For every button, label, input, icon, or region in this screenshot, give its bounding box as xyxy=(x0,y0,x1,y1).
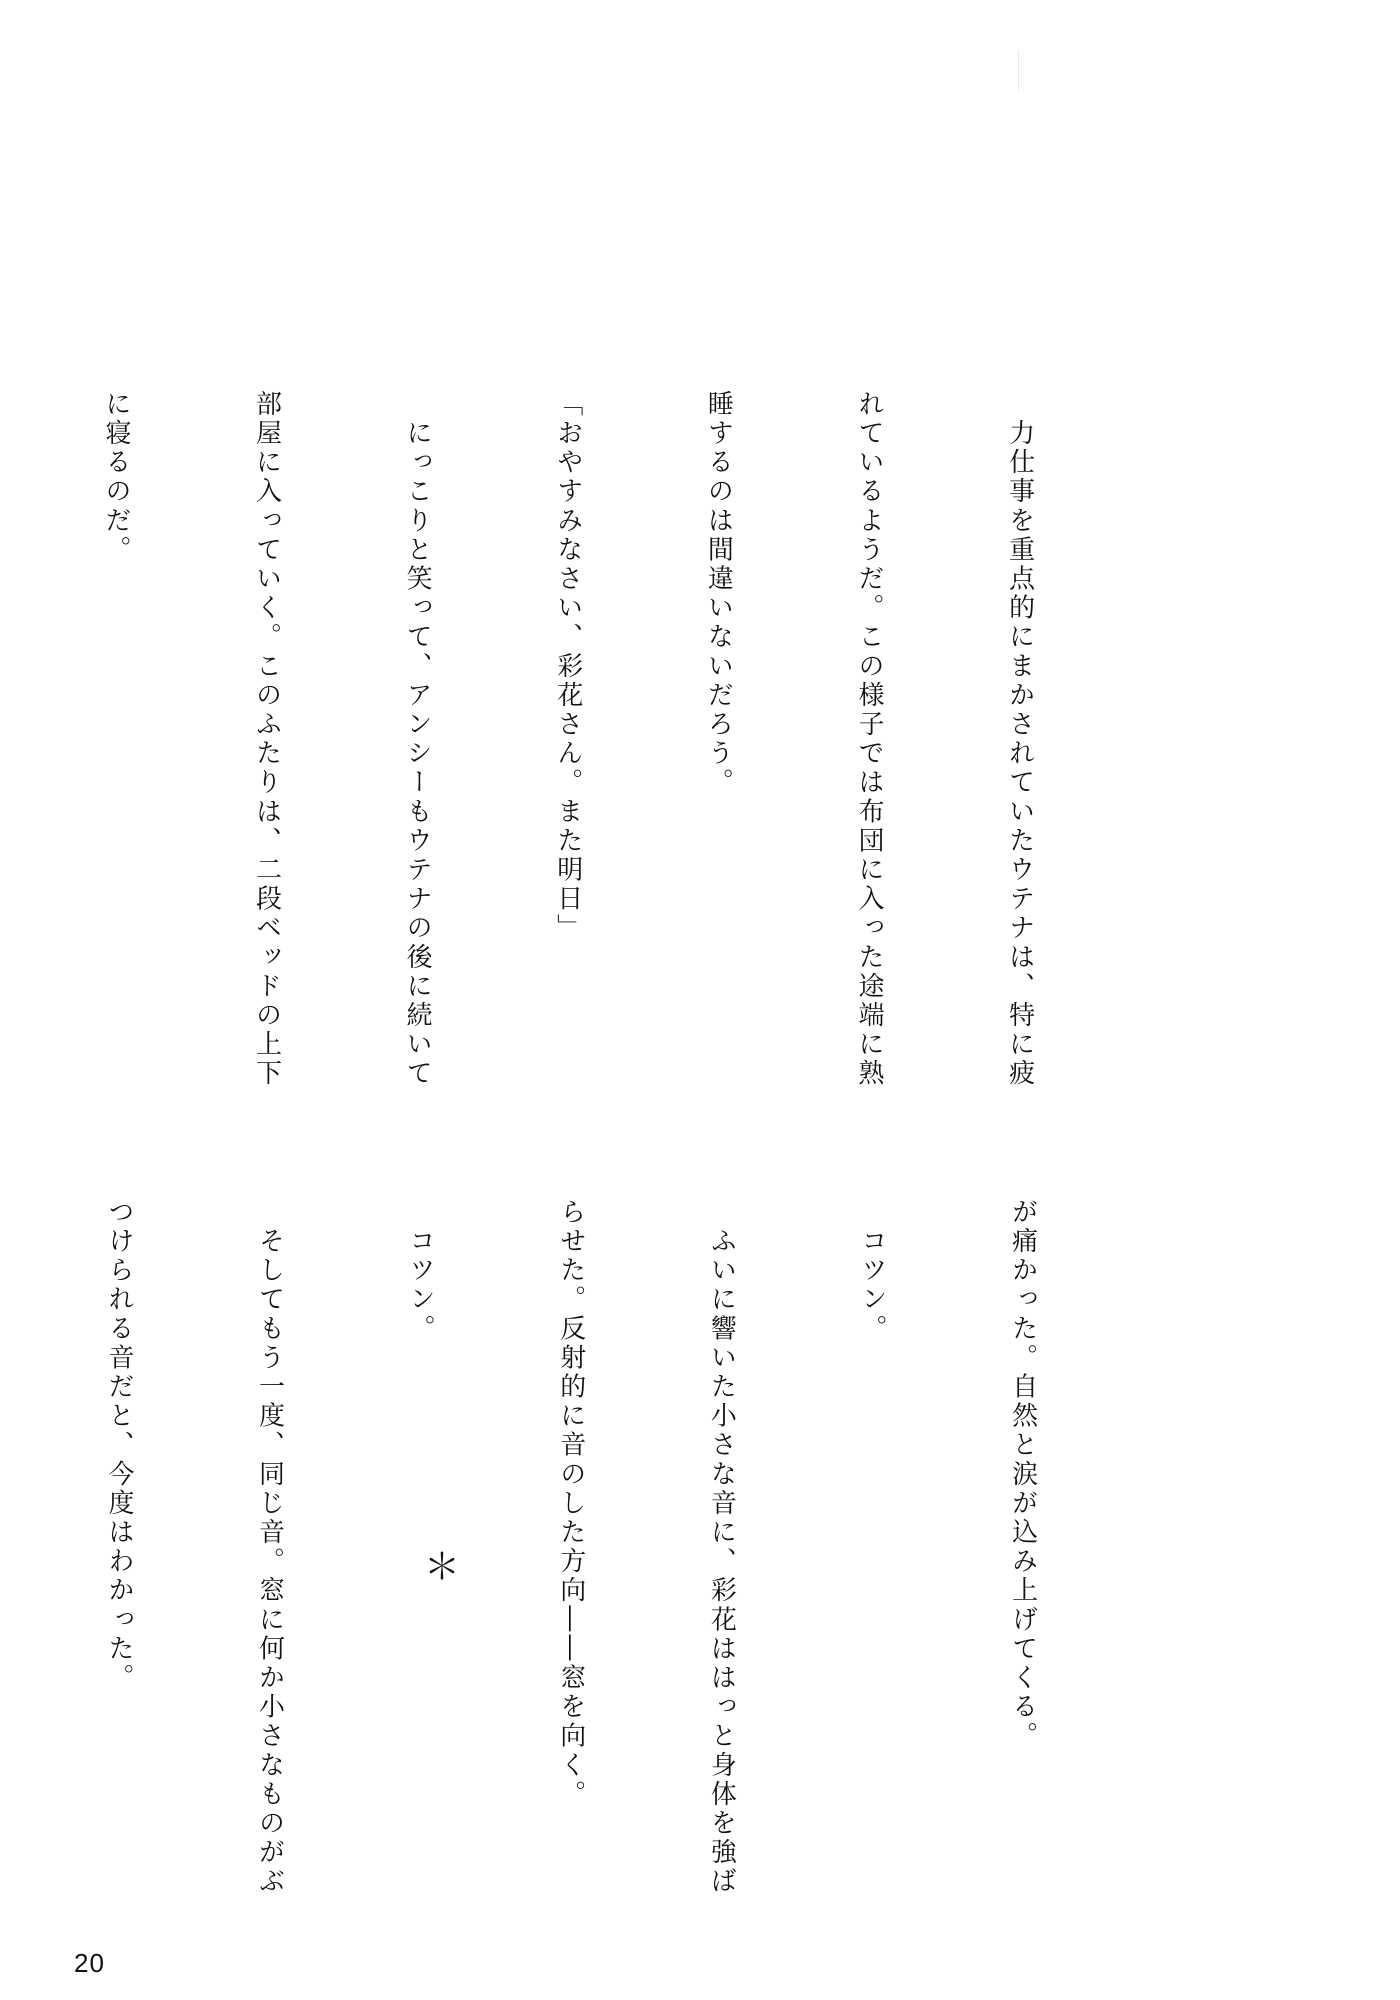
text-column: ふいに響いた小さな音に、彩花ははっと身体を強ば xyxy=(706,1198,737,1897)
text-column: 部屋に入っていく。このふたりは、二段ベッドの上下 xyxy=(251,390,282,1089)
text-column: 力仕事を重点的にまかされていたウテナは、特に疲 xyxy=(1004,390,1035,1089)
text-block-lower xyxy=(103,1198,1148,1897)
page-number: 20 xyxy=(74,1948,105,1978)
text-column: らせた。反射的に音のした方向――窓を向く。 xyxy=(555,1198,586,1810)
text-column: が痛かった。自然と涙が込み上げてくる。 xyxy=(1007,1198,1038,1751)
scene-break-asterisk: ＊ xyxy=(424,1547,461,1588)
text-block-upper xyxy=(100,390,1145,1095)
text-column: つけられる音だと、今度はわかった。 xyxy=(103,1198,134,1693)
text-column: 「おやすみなさい、彩花さん。また明日」 xyxy=(552,390,583,943)
text-column: そしてもう一度、同じ音。窓に何か小さなものがぶ xyxy=(254,1198,285,1897)
text-column: コツン。 xyxy=(856,1198,887,1344)
text-column: コツン。 xyxy=(405,1198,436,1344)
text-column: に寝るのだ。 xyxy=(100,390,131,565)
text-column: れているようだ。この様子では布団に入った途端に熟 xyxy=(853,390,884,1089)
text-column: 睡するのは間違いないだろう。 xyxy=(703,390,734,798)
text-column: にっこりと笑って、アンシーもウテナの後に続いて xyxy=(402,390,433,1089)
scan-crease-mark xyxy=(1018,50,1019,90)
